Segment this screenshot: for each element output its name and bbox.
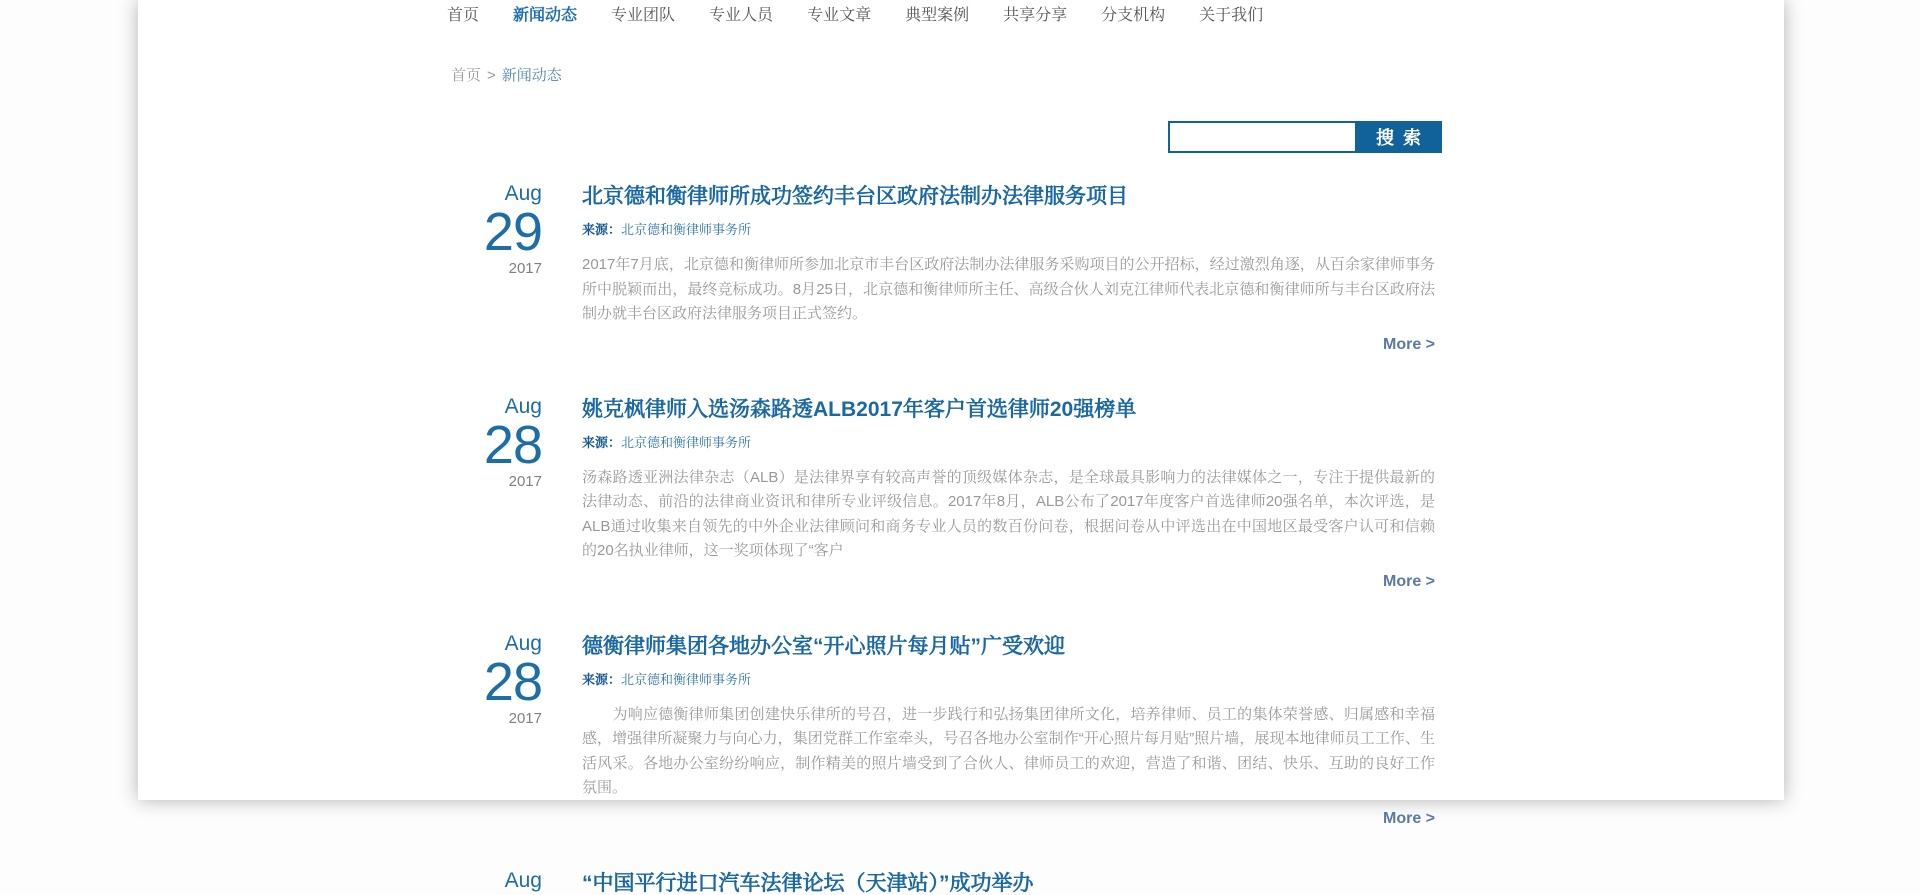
news-date-year: 2017	[508, 709, 542, 727]
source-label: 来源：	[582, 222, 622, 237]
search-input[interactable]	[1168, 121, 1357, 153]
source-value-link[interactable]: 北京德和衡律师事务所	[621, 434, 752, 450]
news-date-month: Aug	[504, 182, 542, 205]
search-bar	[1168, 121, 1442, 153]
nav-item-sharing[interactable]: 共享分享	[1003, 7, 1068, 24]
nav-item-teams[interactable]: 专业团队	[611, 7, 676, 24]
news-date	[437, 396, 542, 489]
source-label: 来源：	[582, 671, 622, 687]
news-date-day: 28	[483, 651, 542, 712]
news-item	[483, 631, 1435, 828]
search-button[interactable]: 搜 索	[1357, 121, 1442, 153]
breadcrumb-home[interactable]: 首页	[451, 67, 482, 84]
nav-item-branches[interactable]: 分支机构	[1101, 7, 1166, 24]
news-item	[483, 182, 1435, 354]
news-date-day: 29	[483, 202, 542, 262]
news-item	[504, 868, 1435, 895]
news-date-year: 2017	[508, 260, 542, 277]
nav-item-news[interactable]: 新闻动态	[513, 7, 578, 24]
source-label: 来源：	[582, 434, 622, 450]
news-source	[582, 432, 1435, 451]
more-link[interactable]: More >	[1382, 335, 1435, 353]
news-excerpt: 2017年7月底，北京德和衡律师所参加北京市丰台区政府法制办法律服务采购项目的公开招标，经过激烈角逐，从百余家律师事务所中脱颖而出，最终竞标成功。8月25日，北京德和衡律师所主任、高级合伙人刘克江律师代表北京德和衡律师所与丰台区政府法制办就丰台区政府法律服务项目正式签约。	[582, 256, 1435, 322]
news-title-link[interactable]: 德衡律师集团各地办公室“开心照片每月贴”广受欢迎	[582, 634, 1065, 658]
news-date-month: Aug	[504, 394, 542, 418]
news-source	[582, 219, 1435, 238]
news-list	[483, 182, 1435, 895]
news-date	[437, 633, 542, 726]
news-date-year: 2017	[508, 472, 542, 490]
content-card	[138, 0, 1784, 895]
nav-item-cases[interactable]: 典型案例	[905, 7, 970, 24]
source-value-link[interactable]: 北京德和衡律师事务所	[621, 222, 752, 237]
news-date-month: Aug	[504, 868, 542, 892]
news-date-month: Aug	[504, 631, 542, 655]
breadcrumb	[451, 64, 1784, 85]
more-link[interactable]: More >	[1382, 572, 1435, 590]
breadcrumb-current[interactable]: 新闻动态	[501, 67, 562, 84]
news-title-link[interactable]: 北京德和衡律师所成功签约丰台区政府法制办法律服务项目	[582, 185, 1128, 208]
nav-item-professionals[interactable]: 专业人员	[709, 7, 774, 24]
news-date	[437, 870, 542, 894]
breadcrumb-separator: >	[487, 67, 496, 84]
news-item	[483, 394, 1435, 591]
nav-item-articles[interactable]: 专业文章	[807, 7, 872, 24]
news-title-link[interactable]: “中国平行进口汽车法律论坛（天津站）”成功举办	[582, 871, 1034, 895]
news-source	[582, 669, 1435, 688]
news-date-day: 28	[483, 414, 542, 475]
main-nav	[447, 0, 1784, 24]
news-excerpt: 为响应德衡律师集团创建快乐律所的号召，进一步践行和弘扬集团律所文化，培养律师、员工的集体荣誉感、归属感和幸福感，增强律所凝聚力与向心力，集团党群工作室牵头，号召各地办公室制作“开心照片每月贴”照片墙，展现本地律师员工工作、生活风采。各地办公室纷纷响应，制作精美的照片墙受到了合伙人、律师员工的欢迎，营造了和谐、团结、快乐、互助的良好工作氛围。	[582, 705, 1435, 796]
nav-item-home[interactable]: 首页	[447, 7, 480, 24]
news-title-link[interactable]: 姚克枫律师入选汤森路透ALB2017年客户首选律师20强榜单	[582, 397, 1137, 421]
news-excerpt: 汤森路透亚洲法律杂志（ALB）是法律界享有较高声誉的顶级媒体杂志，是全球最具影响力的法律媒体之一，专注于提供最新的法律动态、前沿的法律商业资讯和律所专业评级信息。2017年8月，ALB公布了2017年度客户首选律师20强名单，本次评选，是ALB通过收集来自领先的中外企业法律顾问和商务专业人员的数百份问卷，根据问卷从中评选出在中国地区最受客户认可和信赖的20名执业律师，这一奖项体现了“客户	[582, 468, 1435, 559]
news-date	[437, 183, 542, 276]
source-value-link[interactable]: 北京德和衡律师事务所	[621, 671, 752, 687]
more-link[interactable]: More >	[1382, 809, 1435, 827]
nav-item-about[interactable]: 关于我们	[1199, 7, 1264, 24]
